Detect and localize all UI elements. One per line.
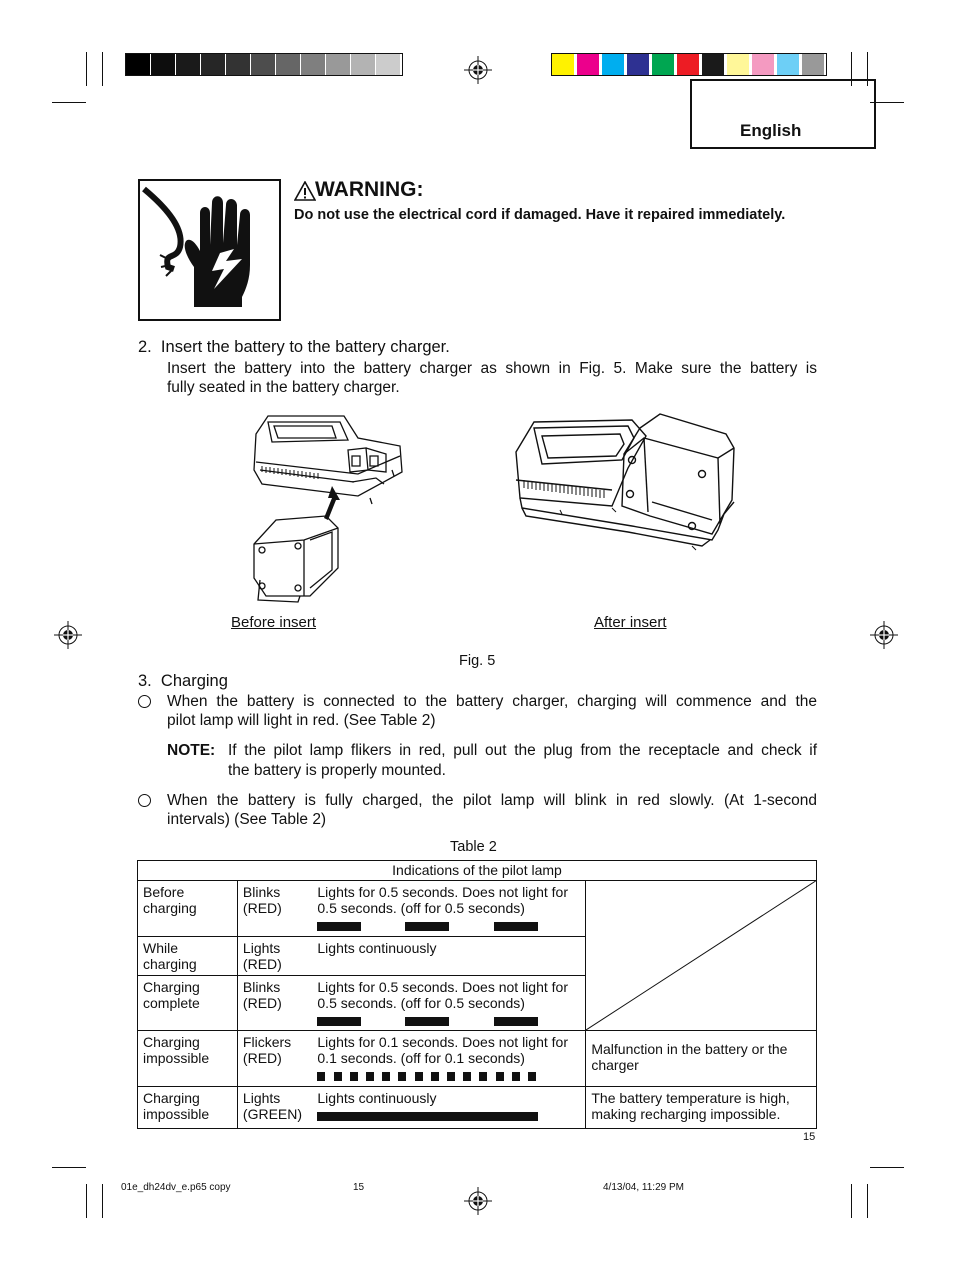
table-row bbox=[138, 1087, 817, 1129]
bullet2-line2: intervals) (See Table 2) bbox=[167, 811, 327, 828]
note-cell: The battery temperature is high, making recharging impossible. bbox=[586, 1087, 817, 1129]
lamp-on-bar bbox=[463, 1072, 471, 1081]
calibration-bar-frame bbox=[125, 53, 403, 76]
crop-mark bbox=[52, 102, 86, 103]
lamp-cell: Blinks (RED) bbox=[237, 976, 313, 1031]
footer-datetime: 4/13/04, 11:29 PM bbox=[603, 1182, 684, 1193]
lamp-on-bar bbox=[494, 1017, 538, 1026]
step2-line2: fully seated in the battery charger. bbox=[167, 379, 400, 396]
warning-triangle-icon bbox=[294, 181, 316, 201]
step3-heading: 3. Charging bbox=[138, 672, 228, 690]
table-header: Indications of the pilot lamp bbox=[138, 861, 817, 881]
bullet-circle-icon bbox=[138, 794, 151, 807]
bullet1-line2: pilot lamp will light in red. (See Table 2) bbox=[167, 712, 436, 729]
figure-caption: Fig. 5 bbox=[459, 653, 496, 669]
lamp-on-bar bbox=[528, 1072, 536, 1081]
crop-mark bbox=[870, 1167, 904, 1168]
lamp-on-bar bbox=[334, 1072, 342, 1081]
flicker-indicator-0.1s bbox=[317, 1072, 580, 1082]
step2-line1: Insert the battery into the battery charger as shown in Fig. 5. Make sure the battery is bbox=[167, 360, 817, 377]
crop-mark bbox=[867, 1184, 868, 1218]
note-line1: If the pilot lamp flikers in red, pull out the plug from the receptacle and check if bbox=[228, 742, 817, 759]
desc-cell: Lights for 0.5 seconds. Does not light for 0.5 seconds. (off for 0.5 seconds) bbox=[317, 884, 568, 916]
color-swatch bbox=[401, 54, 425, 76]
bullet1-line1: When the battery is connected to the battery charger, charging will commence and the bbox=[167, 693, 817, 710]
lamp-on-bar bbox=[405, 922, 449, 931]
diagonal-empty-cell bbox=[586, 881, 817, 1031]
desc-cell: Lights continuously bbox=[317, 940, 437, 956]
lamp-on-bar bbox=[431, 1072, 439, 1081]
footer-file: 01e_dh24dv_e.p65 copy bbox=[121, 1182, 231, 1193]
desc-cell: Lights continuously bbox=[317, 1090, 437, 1106]
calibration-bar-frame bbox=[551, 53, 827, 76]
lamp-on-bar bbox=[398, 1072, 406, 1081]
blink-indicator-0.5s bbox=[317, 922, 580, 932]
lamp-cell: Flickers (RED) bbox=[237, 1031, 313, 1087]
language-label: English bbox=[740, 121, 802, 140]
state-cell: Charging impossible bbox=[138, 1031, 238, 1087]
desc-cell: Lights for 0.1 seconds. Does not light for 0.1 seconds. (off for 0.1 seconds) bbox=[317, 1034, 568, 1066]
lamp-on-bar bbox=[317, 1072, 325, 1081]
charger-after-insert-illustration bbox=[512, 408, 737, 558]
lamp-on-bar bbox=[317, 922, 361, 931]
charger-before-insert-illustration bbox=[248, 410, 408, 610]
table-caption: Table 2 bbox=[450, 839, 497, 855]
step2-heading: 2. Insert the battery to the battery charger. bbox=[138, 338, 450, 356]
diagonal-line bbox=[586, 881, 816, 1030]
lamp-cell: Lights (RED) bbox=[237, 937, 313, 976]
lamp-on-bar bbox=[512, 1072, 520, 1081]
lamp-on-bar bbox=[496, 1072, 504, 1081]
lamp-on-bar bbox=[350, 1072, 358, 1081]
registration-mark-icon bbox=[54, 621, 82, 649]
lamp-on-bar bbox=[382, 1072, 390, 1081]
note-cell: Malfunction in the battery or the charger bbox=[586, 1031, 817, 1087]
page-number: 15 bbox=[803, 1131, 816, 1143]
crop-mark bbox=[102, 52, 103, 86]
registration-mark-icon bbox=[464, 56, 492, 84]
crop-mark bbox=[102, 1184, 103, 1218]
after-insert-label: After insert bbox=[594, 614, 667, 631]
state-cell: Before charging bbox=[138, 881, 238, 937]
crop-mark bbox=[86, 1184, 87, 1218]
table-row bbox=[138, 1031, 817, 1087]
state-cell: Charging complete bbox=[138, 976, 238, 1031]
state-cell: Charging impossible bbox=[138, 1087, 238, 1129]
lamp-cell: Lights (GREEN) bbox=[237, 1087, 313, 1129]
blink-indicator-0.5s bbox=[317, 1017, 580, 1027]
desc-cell: Lights for 0.5 seconds. Does not light for 0.5 seconds. (off for 0.5 seconds) bbox=[317, 979, 568, 1011]
language-tab bbox=[690, 79, 876, 149]
crop-mark bbox=[86, 52, 87, 86]
bullet-circle-icon bbox=[138, 695, 151, 708]
lamp-on-bar bbox=[317, 1017, 361, 1026]
registration-mark-icon bbox=[464, 1187, 492, 1215]
note-line2: the battery is properly mounted. bbox=[228, 762, 446, 779]
lamp-on-bar bbox=[405, 1017, 449, 1026]
crop-mark bbox=[52, 1167, 86, 1168]
electric-shock-hand-icon bbox=[138, 179, 281, 321]
continuous-indicator bbox=[317, 1112, 580, 1122]
pilot-lamp-table bbox=[137, 860, 817, 1129]
lamp-on-bar bbox=[479, 1072, 487, 1081]
lamp-on-bar bbox=[494, 922, 538, 931]
before-insert-label: Before insert bbox=[231, 614, 317, 631]
crop-mark bbox=[851, 1184, 852, 1218]
warning-text: Do not use the electrical cord if damaged. Have it repaired immediately. bbox=[294, 207, 786, 223]
registration-mark-icon bbox=[870, 621, 898, 649]
lamp-on-bar bbox=[366, 1072, 374, 1081]
bullet2-line1: When the battery is fully charged, the pilot lamp will blink in red slowly. (At 1-second bbox=[167, 792, 817, 809]
state-cell: While charging bbox=[138, 937, 238, 976]
lamp-on-bar bbox=[447, 1072, 455, 1081]
table-row bbox=[138, 881, 817, 937]
note-label: NOTE: bbox=[167, 742, 216, 759]
footer-page: 15 bbox=[353, 1182, 365, 1193]
warning-title: WARNING: bbox=[315, 178, 424, 201]
lamp-cell: Blinks (RED) bbox=[237, 881, 313, 937]
lamp-on-bar bbox=[415, 1072, 423, 1081]
lamp-on-bar bbox=[317, 1112, 538, 1121]
